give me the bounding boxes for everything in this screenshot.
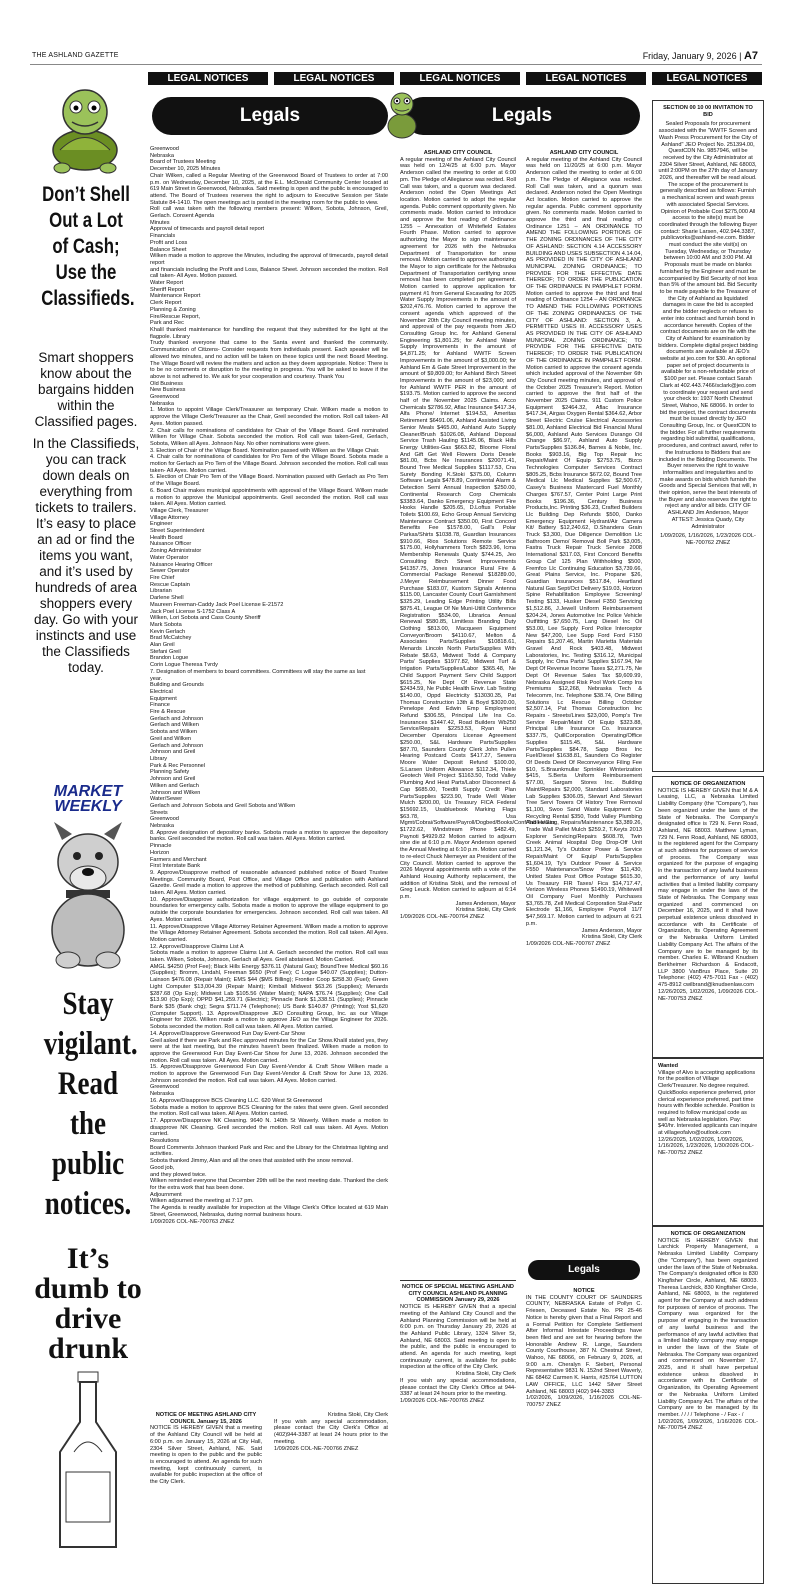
minutes-line: 12. Approve/Disapprove Claims List A [150,943,244,950]
issue-date [643,50,758,62]
special-body2: If you wish any special accommodations, please contact the City Clerk's Office at 944-3387 at least 24 hours prior to the meeting. [400,1377,516,1398]
col4-signer2: Kristina Stoki, City Clerk [582,934,642,941]
notice-special-meeting [400,1284,516,1582]
col4-signer1: James Anderson, Mayor [581,927,642,934]
org2-id: 1/02/2026, 1/09/2026, 1/16/2026 COL-NE-700754 ZNEZ [658,1418,758,1432]
minutes-line: Khalil thanked maintenance for handling the request that they submitted for the light at the flagpole. Library [150,326,388,340]
minutes-line: Finance [150,702,170,709]
minutes-line: New Business [150,387,186,394]
org1-title: NOTICE OF ORGANIZATION [670,781,746,787]
col3-signer1: James Anderson, Mayor [455,900,516,907]
minutes-line: Park & Rec Personnel [150,762,206,769]
minutes-line: Alan Greil [150,642,175,649]
minutes-line: Electrical [150,688,173,695]
notice-of-meeting-b [274,1412,388,1582]
classifieds-body-2: In the Classifieds, you can track down deals on everything from tickets to trailers. It’s easy to place an ad or find the items you want, and it’s used by hundreds of area shoppers every day. Go with your instincts and use the Classifieds today. [32,436,140,675]
masthead-rule [30,64,762,65]
minutes-line: Board of Trustees Meeting [150,159,216,166]
notice-organization-box-2 [652,1226,764,1584]
org1-body: NOTICE IS HEREBY GIVEN that M & A Leasing, LLC, a Nebraska Limited Liability Company (the "Company"), has been organized under the laws of the State of Nebraska. The Company's designated office is 729 N. Fenn Road, Ashland, NE 68003. Matthew Lyman, 729 N. Fenn Road, Ashland, NE 68003, is the registered agent for the Company at such address for purposes of service of process. The Company was organized for the purpose of engaging in the transaction of any lawful business and the performance of any lawful activities that a limited liability company may engage in under the laws of the State of Nebraska. The Company was organized and commenced on December 16, 2025, and it shall have perpetual existence unless dissolved in accordance with its Certificate of Organization, its Operating Agreement or the Nebraska Uniform Limited Liability Company Act. The affairs of the Company are to be managed by its member. Charles E. Wilbrand Knudsen Berkheimer Richardson & Endacott, LLP 3800 VanBrus Place, Suite 20 Telephone: (402) 475-7011 Fax - (402) 475-8912 cwilbrand@knudsenlaw.com [658,787,758,989]
minutes-line: Nebraska [150,400,174,407]
minutes-line: Trudy thanked everyone that came to the Santa event and thanked the community. Communication of Citizens- Consider requests from individuals present. Each speaker will be allowed two minutes, and no action will be taken on these topics until the next Board Meeting. The Village Board will review the matters and action as they deem appropriate. Notice: There is to be no comments or disruption to the meeting in progress. You will be asked to leave if the above is not adhered to. We ask for your cooperation and courtesy. Thank You [150,340,388,380]
minutes-line: Financials [150,233,176,240]
minutes-line: Zoning Administrator [150,548,202,555]
notice-county-court [526,1288,642,1582]
minutes-line: Streets [150,809,168,816]
county-title: NOTICE [573,1288,595,1294]
minutes-line: Fire & Rescue [150,709,186,716]
minutes-line: Jack Poel License S-1752 Class A [150,608,236,615]
minutes-line: First Interstate Bank [150,863,201,870]
weekly-word: WEEKLY [54,798,122,815]
minutes-line: Health Board [150,534,183,541]
minutes-line: Greenwood [150,146,179,152]
special-id: 1/09/2026 COL-NE-700765 ZNEZ [400,1397,485,1404]
county-body: IN THE COUNTY COURT OF SAUNDERS COUNTY, NEBRASKA Estate of Pollyn C. Friesen, Deceased Estate No. PR 25-46 Notice is hereby given that a Final Report and a Formal Petition for Complete Settlement After Informal Intestate Proceedings have been filed and are set for hearing before the Honorable Andrew R. Lange, Saunders County Courthouse, 387 N. Chestnut Street, Wahoo, NE 68066, on February 9, 2026, at 9:00 a.m. Cheralyn F. Siebert, Personal Representative 9831 N. 152nd Street Waverly, NE 68462 Carmen K. Harris, #25764 LUTTON LAW OFFICE, LLC 1442 Silver Street Ashland, NE 68003 (402) 944-3383 [526,1294,642,1395]
minutes-line: 8. Approve designation of depository banks. Sobota made a motion to approve the depository banks. Greil seconded the motion. Roll call was taken. All Ayes. Motion carried. [150,829,388,843]
minutes-line: Johnson and Wilken [150,789,201,796]
paper-name: THE ASHLAND GAZETTE [32,52,119,59]
minutes-line: Nebraska [150,1091,174,1098]
col4-body: A regular meeting of the Ashland City Council was held on 11/20/25 at 6:00 p.m. Mayor Anderson called the meeting to order at 6:00 p.m. The Pledge of Allegiance was recited. Roll Call was taken, and a quorum was declared. Anderson noted the Open Meetings Act location. Motion carried to approve the regular agenda. Public comment opportunity given. No comments made. Motion carried to approve the third and final reading of Ordinance 1251 – AN ORDINANCE TO AMEND THE FOLLOWING PORTIONS OF THE ZONING ORDINANCES OF THE CITY OF ASHLAND: SECTION 4.14 ACCESSORY BUILDING AND USES SUBSECTION 4.14.04, AS PROVIDED IN THE CITY OF ASHLAND MUNICIPAL ZONING ORDINANCE; TO PROVIDE FOR THE EFFECTIVE DATE THEREOF; TO ORDER THE PUBLICATION OF THE ORDINANCE IN PAMPHLET FORM. Motion carried to approve the third and final reading of Ordinance 1254 – AN ORDINANCE TO AMEND THE FOLLOWING PORTIONS OF THE ZONING ORDINANCES OF THE CITY OF ASHLAND: SECTION 3, A. PERMITTED USES III. ACCESSORY USES AS PROVIDED IN THE CITY OF ASHLAND MUNICIPAL ZONING ORDINANCE; TO PROVIDE FOR THE EFFECTIVE DATE THEREOF; TO ORDER THE PUBLICATION OF THE ORDINANCE IN PAMPHLET FORM. Motion carried to approve the consent agenda which included approval of the November 6th City Council meeting minutes, and approval of the October 2025 Treasurer's Report. Motion carried to approve the first half of the November 2025 Claims. 911 Custom Police Equipment $2464.32, Aflac Insurance $417.34, Airgas Oxygen Rental $364.62, Arbor Street Electric Cruise Electrical Accessories $81.00, Ashland Electrical Bid Financial Mural $6,000, Ashland Auto Services Durango Oil Change $86.97, Ashland Auto Supply Parts/Supplies $136.84, Barnes & Noble, Inc. Books $903.16, Big Top Repair Inc Repair/Maint Of Equip $2753.75, Bizco Technologies Computer Services Contract $805.25, Bcbs Insurance $672.02, Bound Tree Medical Llc Medical Supplies $2,500.67, Casey's Business Mastercard Fuel Monthly Charges $767.57, Center Point Large Print Books $196.36, Century Business Products,Inc. Printing $36.23, Crafted Builders Llc Building Dep Refunds $500, Danko Emergency Equipment Hydrant/Air Camera Kit/ Battery $12,240.62, D.Shandera Grain Truck $3,300, Due Diligence Demolition Llc Bathroom Demo/ Removal Boll Park $3,005, Fastra Truck Repair Truck Service 2008 International $317.03, First Concord Benefits Group Caf 125 Plan Withholding $500, Fremfco Llc Continuing Education $3,739.66, Great Plains Service, Inc. Propane $26, Guardian Insurances $517.84, Heartland Natural Gas Sept/Oct Delivery $19.03, Horizon Spine Rehabilitation Employee Screening/ Testing $133, Husker Diesel F350 Servicing $1,512.86, J.Jewell Uniform Reimbursement $204.24, Jones Automotive Inc Police Vehicle Outfitting $7,650.75, Lang Diesel Inc Oil $53.00, Lee Supply Ford Police Interceptor New $47,200, Lee Supp Ford Ford F150 Repairs $1,207.46, Martin Marietta Materials Gravel And Rock $403.48, Midwest Laboratories, Inc. Testing $316.12, Municipal Supply, Inc Oma Parts/ Supplies $167.94, Ne Dept Of Revenue Income Taxes $2,271.75, Ne Dept Of Revenue Sales Tax $9,609.99, Nebraska Assigned Risk Pool Work Comp Ins Premiums $12,268, Nebraska Tech & Telecomm, Inc. Telephone $38.74, One Billing Solutions Lc Rescue Billing October $2,507.14, Pat Thomas Construction Inc Repairs - Streets/Lines $23,000, Pomp's Tire Service Repair/Maint Of Equip $323.88, Principal Life Insurance Co. Insurance $337.75, QuillCorporation Operating/Office Supplies $115.45, S&L Hardware Parts/Supplies $84.78, Sapp Bros Inc Fuel/Diesel $1638.81, Saunders Co Register Of Deeds Deed Of Reconveyance Filing Fee $10, S.Braunkmullar Sprinkler Winterization $415, S.Berta Uniform Reimbursement $77.00, Sargam Stores Inc. Building Maint/Repairs $2,000, Standard Laboratories Lab Supplies $306.05, Stewart And Stewart Tree Servi Towers Of History Tree Removal $1,100, Swoo Sand Waste Equipment Co Recycling Rental $350, Todd Valley Plumbing And Heating, Repairs/Maintenance $3,389.26, Trade Wall Pallet Mulch $259.2, T.Keyts 2013 Explorer Servicing/Repairs $608.78, Twin Creek Animal Hospital Dog Drop-Off Unit $1,121.34, Ty's Outdoor Power & Service Repair/Maint Of Equip/ Parts/Supplies $1,604.19, Ty's Outdoor Power & Service F550 Maintenance/Snow Plow $11,430, United States Post Office Postage $615.30, Us Treasury FIR Taxes/ Fica $14,717.47, Verizon Wireless Phones $1490.19, Whitewell Oil Company Fuel Monthly Purchases $3,765.78, Zell Medical Corporation Stat-Padz Electrode $1,166, Employee Payroll 11/7 $47,569.17. Motion carried to adjourn at 6:21 p.m. [526,156,642,927]
minutes-line: Greenwood [150,394,179,401]
legal-notices-bar-3: LEGAL NOTICES [400,72,520,85]
notice-meeting-title: NOTICE OF MEETING ASHLAND CITY COUNCIL January 15, 2026 [155,1412,257,1425]
minutes-line: 3. Election of Chair of the Village Board. Nomination passed with Wilken as the Village Chair. [150,447,380,454]
notice-meeting-body2: If you wish any special accommodation, please contact the City Clerk's Office at (402)944-3387 at least 24 hours prior to the meeting. [274,1418,388,1445]
minutes-line: AMGL $4250 (Prof Fee); Black Hills Energy $376.11 (Natural Gas); BoundTree Medical $60.16 (Supplies); Bromm, Lindahl, Freeman $650 (Prof Fee); C Logue $40.07 (Supplies); Dutton-Lainson $476.08 (Repair Maint); EMS $44 ($MS Billing); Frontier Coop $258.30 (Fuel); Green Light Computer $13,004.39 (Repair Maint); Kimball Midwest $63.26 (Supplies); Menards $287.68 (Op Exp); Midwest Lab $105.56 (Water Maint); NAPA $76.74 (Supplies); One Call $13.90 (Op Exp); OPPD $41,259.71 (Electric); Pinnacle Bank $1,338.51 (Supplies); Pinnacle Bank $35 (Bank chg); Segra $711.74 (Telephone); US Bank $140.87 (Printing); Yost $1,620 (Computer Support). 13. Approve/Disapprove JEO Consulting Group, Inc. as our Village Engineer for 2026. Wilken made a motion to approve JEO as the Village Engineer for 2026. Sobota seconded the motion. Roll call was taken. All Ayes. Motion carried. [150,963,388,1031]
minutes-line: Clerk Report [150,300,182,307]
wanted-title: Wanted [658,1063,678,1069]
minutes-line: Gerlach and Wilken [150,722,199,729]
col4-id: 1/09/2026 COL-NE-700767 ZNEZ [526,940,611,947]
minutes-line: 15. Approve/Disapprove Greenwood Fun Day Event-Vendor & Craft Show Wilken made a motion to approve the Greenwood Fun Day Event-Vendor & Craft Show for June 13, 2026. Johnson seconded the motion. Roll call was taken. All Ayes. Motion carried. [150,1064,388,1084]
minutes-line: Johnson and Greil [150,776,196,783]
legal-notices-bar-1: LEGAL NOTICES [148,72,268,85]
minutes-line: Nebraska [150,823,174,830]
market-word: MARKET [53,783,123,800]
minutes-line: Rescue Captain [150,581,190,588]
legals-banner-small: Legals [528,1260,640,1280]
minutes-line: Gerlach and Johnson Sobota and Greil Sobota and Wilken [150,802,296,809]
minutes-line: and financials including the Profit and Loss, Balance Sheet. Johnson seconded the motion. Roll call taken- All Ayes. Motion passed. [150,266,388,280]
minutes-line: Kevin Gerlach [150,628,186,635]
ashland-council-dec [400,150,556,1275]
minutes-line: Approval of timecards and payroll detail report [150,226,265,233]
minutes-line: Adjournment [150,1191,182,1198]
minutes-line: Board Comments Johnson thanked Park and Rec and the Library for the Christmas lighting and activities. [150,1144,388,1158]
minutes-line: Nebraska [150,152,174,159]
minutes-line: 9. Approve/Disapprove method of reasonable advanced published notice of Board Trustee Meetings. Community Board, Post Office, and Village Office and publication with Ashland Gazette. Greil made a motion to approve the method of publishing. Gerlach seconded. Roll call taken. All Ayes. Motion carried. [150,869,388,897]
minutes-line: Brad McCatchey [150,635,192,642]
legals-banner-left: Legals [152,97,388,135]
turtle-icon [40,80,130,176]
minutes-line: Darlene Shell [150,595,184,602]
special-signer: Kristina Stoki, City Clerk [456,1371,516,1378]
minutes-line: Engineer [150,521,173,528]
minutes-line: Mark Sobota [150,621,182,628]
minutes-line: 5. Election of Chair Pro Tem of the Village Board. Nomination passed with Gerlach as Pro Tem of the Village Board. [150,474,388,488]
minutes-line: Stefani Greil [150,648,181,655]
market-weekly-logo [36,784,140,814]
minutes-line: Greil asked if there are Park and Rec approved minutes for the Car Show.Khalil stated yes, they were at the last meeting, but the minutes haven't been finalized. Wilken made a motion to approve the Greenwood Fun Day Event-Car Show for June 13, 2026. Johnson seconded the motion. Roll call was taken. All Ayes. Motion carried. [150,1037,388,1064]
legal-notices-bar-2: LEGAL NOTICES [274,72,394,85]
wanted-id: 12/26/2025, 1/02/2026, 1/09/2026, 1/16/2026, 1/23/2026, 1/30/2026 COL-NE-700752 ZNEZ [658,1136,754,1157]
turtle-icon-small [382,88,422,144]
special-title: NOTICE OF SPECIAL MEETING ASHLAND CITY COUNCIL ASHLAND PLANNING COMMISSION January 29, 2026 [402,1284,514,1304]
minutes-line: 1/09/2026 COL-NE-700763 ZNEZ [150,1218,235,1225]
invitation-to-bid-box [652,100,764,772]
legals-banner-right: Legals [404,97,640,135]
notice-organization-box-1 [652,776,764,1058]
col3-title: ASHLAND CITY COUNCIL [423,150,493,156]
minutes-line: Greenwood [150,1084,179,1091]
minutes-line: Library [150,755,168,762]
notice-meeting-body: NOTICE IS HEREBY GIVEN that a meeting of the Ashland City Council will be held at 6:00 p.m. on January 15, 2026 at City Hall, 2304 Silver Street, Ashland, NE. Said meeting is open to the public and the public is encouraged to attend. An agenda for such meeting, kept continuously current, is available for public inspection at the office of the City Clerk. [150,1425,262,1486]
col3-signer2: Kristina Stoki, City Clerk [456,907,516,914]
minutes-line: Gerlach and Johnson [150,742,204,749]
drunk-driving-text: It’s dumb to drive drunk [34,1242,142,1365]
minutes-line: Sobota and Wilken [150,729,197,736]
minutes-line: Sobota made a motion to approve BCS Cleaning for the rates that were given. Greil seconded the motion. Roll call was taken. All Ayes. Motion carried. [150,1104,388,1118]
org1-id: 12/26/2025, 1/02/2026, 1/09/2026 COL-NE-700753 ZNEZ [658,988,758,1002]
minutes-line: Corin Logue Theresa Tvrdy [150,662,218,669]
minutes-line: 10. Approve/Disapprove authorization for village equipment to go outside of corporate boundaries for emergency calls. Sobota made a motion to approve the village equipment to go outside the corporate boundaries for emergencies. Johnson seconded. Roll call was taken. All Ayes. Motion carried. [150,896,388,923]
minutes-line: Nuisance Hearing Officer [150,561,213,568]
minutes-line: Wilken, Lori Sobota and Cass County Sheriff [150,615,261,622]
minutes-line: Village Clerk, Treasurer [150,507,209,514]
minutes-line: The Agenda is readily available for inspection at the Village Clerk's Office located at 619 Main Street, Greenwood, Nebraska, during normal business hours. [150,1205,388,1218]
itb-id: 1/09/2026, 1/16/2026, 1/23/2026 COL-NE-700762 ZNEZ [660,533,756,546]
org2-body: NOTICE IS HEREBY GIVEN that Larchick Property Management, a Nebraska Limited Liability Company (the "Company"), has been organized under the laws of the State of Nebraska. The Company's designated office is 830 Kingfisher Circle, Ashland, NE 68003. Theresa Larchick, 830 Kingfisher Circle, Ashland, NE 68003, is the registered agent for the Company at such address for purposes of service of process. The Company was organized for the purpose of engaging in the transaction of any lawful business and the performance of any lawful activities that a limited liability company may engage in under the laws of the State of Nebraska. The Company was organized and commenced on November 17, 2025, and it shall have perpetual existence unless dissolved in accordance with its Certificate of Organization, its Operating Agreement or the Nebraska Uniform Limited Liability Company Act. The affairs of the Company are to be managed by its member. / / / / Telephone - / Fax - / [658,1237,758,1418]
notice-meeting-id: 1/09/2026 COL-NE-700766 ZNEZ [274,1445,359,1452]
minutes-line: Minutes [150,219,170,226]
minutes-line: Brandon Logue [150,655,189,662]
minutes-line: Street Superintendent [150,528,205,535]
minutes-line: Planning Safety [150,769,190,776]
minutes-line: Water Report [150,280,184,287]
greenwood-minutes [150,146,388,1406]
bottle-icon [52,1372,124,1552]
minutes-line: 4. Chair calls for nominations of candidates for Pro Tem of the Village Board. Sobota made a motion for Gerlach as Pro Tem of the Village Board. Johnson seconded the motion. Roll call was taken- All Ayes. Motion carried. [150,454,388,474]
minutes-line: Wilken reminded everyone that December 29th will be the next meeting date. Thanked the clerk for the extra work that has been done. [150,1178,388,1191]
greenwood-lines [150,146,388,1225]
minutes-line: Librarian [150,588,172,595]
minutes-line: Village Attorney [150,514,189,521]
minutes-line: 16. Approve/Disapprove BCS Cleaning LLC. 620 West St Greenwood [150,1097,323,1104]
classifieds-headline: Don’t Shell Out a Lot of Cash; Use the Classifieds. [41,183,135,310]
county-id: 1/02/2026, 1/09/2026, 1/16/2026 COL-NE-700757 ZNEZ [526,1395,642,1408]
minutes-line: Wilken made a motion to approve the Minutes, including the approval of timecards, payroll detail report [150,253,388,266]
org2-title: NOTICE OF ORGANIZATION [670,1231,746,1237]
minutes-line: Chair Wilken, called a Regular Meeting of the Greenwood Board of Trustees to order at 7:00 p.m. on Wednesday, December 10, 2025, at the E.L. McDonald Community Center located at 619 Main Street in Greenwood, Nebraska. Said meeting is open and the public is encouraged to attend. The Board of Trustees reserves the right to adjourn to Executive Session per State Statute 84-1410. The open meetings act is posted in the meeting room for the public to view. [150,172,388,206]
itb-title: SECTION 00 10 00 INVITATION TO BID [663,105,753,118]
minutes-line: Maintenance Report [150,293,201,300]
minutes-line: 11. Approve/Disapprove Village Attorney Retainer Agreement. Wilken made a motion to approve the Village Attorney Retainer Agreement. Sobota seconded the motion. Roll call taken. All Ayes. Motion carried. [150,923,388,943]
minutes-line: Maureen Freeman-Caddy Jack Poel License E-21572 [150,601,284,608]
minutes-line: 17. Approve/Disapprove NK Cleaning. 9640 N. 140th St Waverly. Wilken made a motion to disapprove NK Cleaning. Greil seconded the motion. Roll call was taken. All Ayes. Motion carried. [150,1117,388,1138]
minutes-line: Roll call was taken with the following members present: Wilken, Sobota, Johnson, Greil, Gerlach. Consent Agenda [150,206,388,220]
col3-id: 1/09/2026 COL-NE-700764 ZNEZ [400,914,485,921]
minutes-line: Balance Sheet [150,246,187,253]
classifieds-body: Smart shoppers know about the bargains hidden within the Classified pages. [34,350,138,429]
minutes-line: Building and Grounds [150,682,204,689]
minutes-line: Water Operator [150,554,189,561]
minutes-line: Greil and Wilken [150,735,192,742]
minutes-line: Farmers and Merchant [150,856,207,863]
wanted-box [652,1058,764,1226]
notice-meeting-signer: Kristina Stoki, City Clerk [328,1412,388,1418]
ashland-council-nov [526,150,642,1255]
date-text: Friday, January 9, 2026 | [642,51,742,61]
minutes-line: Sobota made a motion to approve Claims List A. Gerlach seconded the motion. Roll call was taken. Wilken, Sobota, Johnson, Gerlach all Ayes. Greil abstained. Motion Carried. [150,950,388,964]
col3-body: A regular meeting of the Ashland City Council was held on 12/4/25 at 6:00 p.m. Mayor Anderson called the meeting to order at 6:00 pm. The Pledge of Allegiance was recited. Roll Call was taken, and a quorum was declared. Anderson noted the Open Meetings Act location. Motion carried to adopt the regular agenda. Public comment opportunity given. No comments made. Motion carried to introduce and approve the first reading of Ordinance 1255 – Annexation of Whitefield Estates Fourth Phase. Motion carried to approve authorizing the Mayor to sign maintenance agreement for 2026 with the Nebraska Department of Transportation for snow removal. Motion carried to approve authorizing the Mayor to sign certificate for the Nebraska Department of Transportation certifying snow removal has been completed per agreement. Motion carried to approve application for payment #1 from General Excavating for 2025 Water Supply Improvements in the amount of $202,476.76. Motion carried to approve the consent agenda which approved of the November 20th City Council meeting minutes, and approval of the pay requests from JEO Consulting Group Inc. for Ashland General Engineering $1,801.25; for Ashland Water Supply Improvements in the amount of $4,871.25; for Ashland WWTF Screen Improvements in the amount of $3,000.00; for Ashland Em & Gate Street Improvement in the amount of $9,809.00; for Ashland Birch Street Improvements in the amount of $23,000; and for Ashland WWTF PER in the amount of $193.75. Motion carried to approve the second half of the November 2025 Claims. Acco Chemicals $2786.92, Aflac Insurance $417.34, Alfa Phone/ Internet $194.53, Ameritas Retirement $6491.06, Ashland Assisted Living Senior Meals $465.00, Ashland Auto Supply Cleaner/Brush $1026.08, Ashland Disposal Service Trash Hauling $1145.06, Black Hills Energy Utilities-Gas $663.82, Bloome Floral And Gift Get Well Flowers Doris Desele $81.00, Bcbs Ne Insurances $20071.41, Bound Tree Medical Supplies $1117.53, Cna Surety Bonding K.Stoki $375.00, Column Software Legals $478.89, Continental Alarm & Detection Semi Annual Inspection $250.00, Continental Research Corp Chemicals $3383.64, Danko Emergency Equipment Fire Hooks Handle $205.65, D.Loftus Portable Toilets $100.69, Echo Group Annual Servicing Maintenance Contract $350.00, First Concord Benefits Fee $1578.00, Gall's Polar Parkas/Shirts $1038.78, Guardian Insurances $910.66, Rios Solutions Remote Service $175.00, Hollyhammers Torch $823.96, Icma Membership Renewals Quaty $744.25, Jeo Consulting Birch Street Improvements $41357.75, Jones Insurance Rural Fire & Commercial Package Renewal $18289.00, J.Meyer Reimbursement Dinner Food Purchase $183.07, Kustom Signals Antenna $115.00, Lancaster County Court Garnishment $325.29, Leading Edge Printing Utility Bills $875.41, League Of Ne Muni-Utilit Conference Registration $534.00, Librarica Annual Renewal $580.85, Limitless Branding Duty Clothing $813.00, Macqueen Equipment Conveyor/Broom $4110.67, Melton & Associates Parts/Supplies $10818.61, Menards Lincoln North Parts/Supplies With Rebate $8.63, Midwest Todd & Company Parts/ Supplies $1977.82, Midwest Turf & Irrigation Parts/Supplies/Labor $365.48, Ne Child Support Payment Serv Child Support $615.25, Ne Dept Of Revenue State $2434.59, Ne Public Health Envir. Lab Testing $140.00, Oppd Electricity $13030.35, Pat Thomas Construction 13th & Boyd $3020.00, Penelope And Edwin Emp Employment Refund $306.55, Principal Life Ins Co. Insurances $1447.42, Road Builders Wb250 Service/Repairs $2253.53, Ryan Hurst December Operators License Agreement $250.00, S&L Hardware Parts/Supplies $87.70, Saunders County Clerk John Pullen Hearing Postcard Costs $417.27, Sewera Moore Water Deposit Refund $100.00, S.Larsen Uniform Allowance $112.34, Thiele Geotech Well Project $1163.50, Todd Valley Plumbing And Heat Parts/Labor Disconnect & Cap $685.00, Toedtli Supply Credit Plan Parts/Supplies $223.90, Trade Well Water Mulch $200.00, Us Treasury FICA Federal $15692.15, Usabluebook Marking Flags $63.78, Usa Mgmt/Cobrai/Software/Payroll/Dogbed/Books/Conf/Tables/Gas $1722.62, Windstream Phone $482.49, Paynoti $4929.82 Motion carried to adjourn sine die at 6:10 p.m. Mayor Anderson opened the Annual Meeting at 6:10 p.m. Motion carried to re-elect Chuck Niemeyer as President of the City Council. Motion carried to approve the 2026 Mayoral appointments with a vote of the Ashland Housing Authority replacement, the addition of Kristina Stoki, and the removal of Greg Leuck. Motion carried to adjourn at 6:14 p.m. [400,156,556,901]
minutes-line: Water/Sewer [150,796,183,803]
minutes-line: year. [150,675,163,682]
minutes-line: Wilken and Gerlach [150,782,199,789]
minutes-line: 7. Designation of members to board committees. Committees will stay the same as last [150,668,366,675]
minutes-line: Sewer Operator [150,568,190,575]
guard-dog-icon [40,820,136,970]
wanted-body: Village of Alvo is accepting applications for the position of Village Clerk/Treasurer. No degree required. QuickBooks experience preferred, prior clerical experience preferred, part time hours with flexible schedule. Position is required to follow municipal code as well as Nebraska legislation. Pay: $40/hr. Interested applicants can inquire at villageofalvo@outlook.com [658,1069,758,1137]
legal-notices-bar-5: LEGAL NOTICES [652,72,762,85]
itb-body: Sealed Proposals for procurement associated with the "WWTF Screen and Wash Press Procurement for the City of Ashland" JEO Project No. 251394.00, QuestCDN No. 9857946, will be received by the City Administrator at 2304 Silver Street, Ashland, NE 68003, until 2:00PM on the 27th day of January 2026, and thereafter will be read aloud. The scope of the procurement is generally described as follows: Furnish a mechanical screen and wash press with associated Special Services. Opinion of Probable Cost $275,000 All access to the site(s) must be coordinated through the following Buyer contact: Sharie Larsen, 402.944.3387, publicworks@ashland-ne.com. Bidder must conduct the site visit(s) on Tuesday, Wednesday, or Thursday between 10:00 AM and 3:00 PM. All Proposals must be made on blanks furnished by the Engineer and must be accompanied by Bid Security of not less than 5% of the amount bid. Bid Security to be made payable to the Treasurer of the City of Ashland as liquidated damages in case the bid is accepted and the bidder neglects or refuses to enter into contract and furnish bond in accordance herewith. Copies of the contract documents are on file with the City of Ashland for examination by bidders. Complete digital project bidding documents are available at JEO's website at jeo.com for $30. An optional paper set of project documents is available for a non-refundable price of $100 per set. Please contact Sarah Clark at 402.443.7466/sclark@jeo.com to coordinate your request and send your check to: 1937 North Chestnut Street, Wahoo, NE 68066. In order to bid the project, the contract documents must be issued directly by JEO Consulting Group, Inc. or QuestCDN to the bidder. For all further requirements regarding bid submittal, qualifications, procedures, and contract award, refer to the Instructions to Bidders that are included in the Bidding Documents. The Buyer reserves the right to waive informalities and irregularities and to make awards on bids which furnish the Goods and Special Services that will, in their opinion, serve the best interests of the Buyer and also reserves the right to reject any and/or all bids. CITY OF ASHLAND Jim Anderson, Mayor ATTEST: Jessica Quady, City Administrator [658,121,758,530]
minutes-line: Gerlach and Johnson [150,715,204,722]
minutes-line: Equipment [150,695,177,702]
notice-of-meeting-a [150,1412,262,1582]
minutes-line: Greenwood [150,816,179,823]
minutes-line: Resolutions [150,1138,180,1145]
minutes-line: 2. Chair calls for nominations of candidates for Chair of the Village Board. Greil nominated Wilken for Village Chair. Sobota seconded the motion. Roll call was taken-Greil, Gerlach, Sobota, Wilken all Ayes. Johnson Nay. No other nominations were given. [150,427,388,447]
minutes-line: Park and Rec [150,320,184,327]
minutes-line: December 10, 2025 Minutes [150,166,221,173]
minutes-line: Old Business [150,380,183,387]
minutes-line: Fire/Rescue Report, [150,313,201,320]
minutes-line: 1. Motion to appoint Village Clerk/Treasurer as temporary Chair. Wilken made a motion to approve the Village Clerk/Treasurer as the Chair, Greil seconded the motion. Roll call taken- All Ayes. Motion passed. [150,407,388,427]
minutes-line: Planning & Zoning [150,306,196,313]
minutes-line: Profit and Loss [150,239,188,246]
minutes-line: 14. Approve/Disapprove Greenwood Fun Day Event-Car Show [150,1030,306,1037]
minutes-line: Pinnacle [150,843,172,850]
minutes-line: Horizon [150,849,170,856]
page-number: A7 [743,50,758,62]
minutes-line: Wilken adjourned the meeting at 7:17 pm. [150,1198,254,1205]
minutes-line: Fire Chief [150,575,175,581]
minutes-line: Good job, [150,1164,175,1171]
minutes-line: Johnson and Greil [150,749,196,756]
minutes-line: Sheriff Report [150,286,185,293]
minutes-line: Sobota thanked Jimmy, Alan and all the ones that assisted with the snow removal. [150,1158,353,1165]
minutes-line: Nuisance Officer [150,541,192,548]
col4-title: ASHLAND CITY COUNCIL [549,150,619,156]
stay-vigilant-text: Stay vigilant. Read the public notices. [43,986,138,1222]
minutes-line: and they plowed twice. [150,1171,207,1178]
special-body: NOTICE IS HEREBY GIVEN that a special meeting of the Ashland City Council and the Ashland Planning Commission will be held at 6:00 p.m. on Thursday January 29, 2026 at the Ashland Public Library, 1324 Silver St, Ashland, NE 68003. Said meeting is open to the public, and the public is encouraged to attend. An agenda for such meeting, kept continuously current, is available for public inspection at the office of the City Clerk. [400,1304,516,1371]
legal-notices-bar-4: LEGAL NOTICES [526,72,646,85]
minutes-line: 6. Board Chair makes municipal appointments with approval of the Village Board. Wilken made a motion to approve the Municipal appointments. Greil seconded the motion. Roll call was taken. All Ayes. Motion carried. [150,487,388,508]
col3-divider [400,1280,516,1281]
